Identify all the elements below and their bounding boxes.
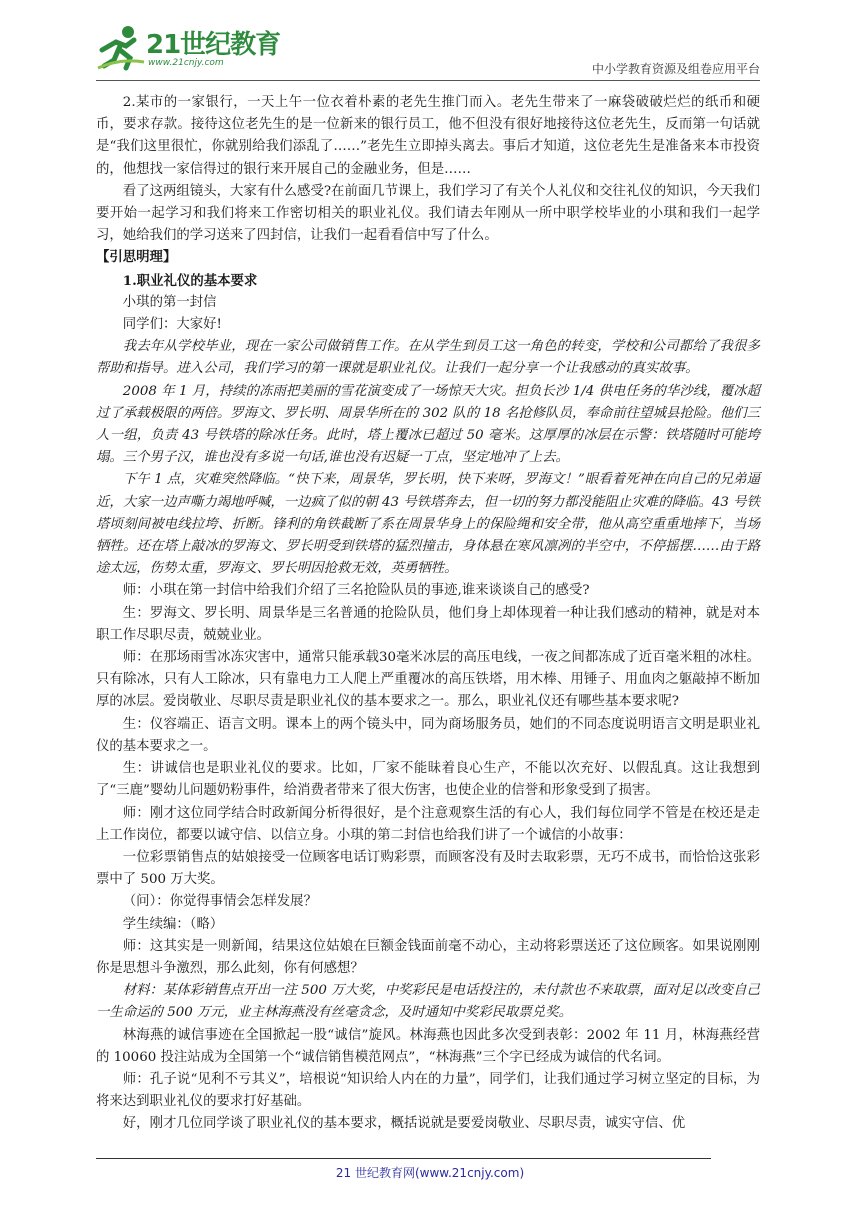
paragraph: 师：这其实是一则新闻，结果这位姑娘在巨额金钱面前毫不动心，主动将彩票送还了这位顾客。如果说刚刚你是思想斗争激烈，那么此刻，你有何感想？ (96, 938, 760, 976)
paragraph: 看了这两组镜头，大家有什么感受?在前面几节课上，我们学习了有关个人礼仪和交往礼仪的知识，今天我们要开始一起学习和我们将来工作密切相关的职业礼仪。我们请去年刚从一所中职学校毕业的小琪和我们一起学习，她给我们的学习送来了四封信，让我们一起看看信中写了什么。 (96, 183, 760, 244)
page-header (96, 22, 760, 82)
paragraph: 2008 年 1 月，持续的冻雨把美丽的雪花演变成了一场惊天大灾。担负长沙 1/4 供电任务的华沙线，覆冰超过了承载极限的两倍。罗海文、罗长明、周景华所在的 302 队的 18 名抢修队员，奉命前往望城县抢险。他们三人一组，负责 43 号铁塔的除冰任务。此时，塔上覆冰已超过 50 毫米。这厚厚的冰层在示警：铁塔随时可能垮塌。三个男子汉，谁也没有多说一句话,谁也没有迟疑一丁点，坚定地冲了上去。 (96, 383, 760, 466)
paragraph: 小琪的第一封信 (122, 294, 217, 310)
site-logo[interactable] (96, 22, 306, 78)
header-divider (96, 80, 760, 81)
paragraph: 好，刚才几位同学谈了职业礼仪的基本要求，概括说就是要爱岗敬业、尽职尽责，诚实守信、优 (122, 1116, 686, 1132)
paragraph: 师：小琪在第一封信中给我们介绍了三名抢险队员的事迹,谁来谈谈自己的感受? (122, 583, 590, 599)
runner-logo-icon (96, 22, 146, 72)
logo-text: 21世纪教育 (146, 30, 281, 60)
paragraph: 学生续编：（略） (122, 916, 224, 932)
subsection-heading: 1.职业礼仪的基本要求 (122, 272, 258, 289)
logo-url: www.21cnjy.com (148, 58, 224, 68)
paragraph: 师：在那场雨雪冰冻灾害中，通常只能承载30毫米冰层的高压电线，一夜之间都冻成了近百毫米粗的冰柱。只有除冰，只有人工除冰，只有靠电力工人爬上严重覆冰的高压铁塔，用木棒、用锤子、用血肉之躯敲掉不断加厚的冰层。爱岗敬业、尽职尽责是职业礼仪的基本要求之一。那么，职业礼仪还有哪些基本要求呢? (96, 650, 760, 710)
paragraph: 林海燕的诚信事迹在全国掀起一股“诚信”旋风。林海燕也因此多次受到表彰：2002 年 11 月，林海燕经营的 10060 投注站成为全国第一个“诚信销售模范网点”，“林海燕”三个字已经成为诚信的代名词。 (96, 1027, 760, 1065)
paragraph: 生：讲诚信也是职业礼仪的要求。比如，厂家不能昧着良心生产，不能以次充好、以假乱真。这让我想到了“三鹿”婴幼儿问题奶粉事件，给消费者带来了很大伤害，也使企业的信誉和形象受到了损害。 (96, 761, 760, 799)
footer-divider (96, 1158, 711, 1159)
document-body (96, 92, 760, 1136)
paragraph: 师：孔子说“见利不亏其义”，培根说“知识给人内在的力量”，同学们，让我们通过学习树立坚定的目标，为将来达到职业礼仪的要求打好基础。 (96, 1071, 760, 1110)
footer-link[interactable]: 21 世纪教育网(www.21cnjy.com) (335, 1166, 525, 1180)
paragraph: 同学们：大家好! (122, 317, 222, 333)
paragraph: （问）：你觉得事情会怎样发展？ (122, 894, 317, 910)
paragraph: 2.某市的一家银行，一天上午一位衣着朴素的老先生推门而入。老先生带来了一麻袋破破烂烂的纸币和硬币，要求存款。接待这位老先生的是一位新来的银行员工，他不但没有很好地接待这位老先生，反而第一句话就是“我们这里很忙，你就别给我们添乱了……”老先生立即掉头离去。事后才知道，这位老先生是准备来本市投资的，他想找一家信得过的银行来开展自己的金融业务，但是…… (96, 95, 760, 177)
paragraph: 生：仪容端正、语言文明。课本上的两个镜头中，同为商场服务员，她们的不同态度说明语言文明是职业礼仪的基本要求之一。 (96, 716, 760, 754)
paragraph: 下午 1 点，灾难突然降临。“快下来，周景华，罗长明，快下来呀，罗海文！”眼看着死神在向自己的兄弟逼近，大家一边声嘶力竭地呼喊，一边疯了似的朝 43 号铁塔奔去，但一切的努力都没能阻止灾难的降临。43 号铁塔顷刻间被电线拉垮、折断。锋利的角铁截断了系在周景华身上的保险绳和安全带，他从高空重重地摔下，当场牺牲。还在塔上敲冰的罗海文、罗长明受到铁塔的猛烈撞击，身体悬在寒风凛冽的半空中，不停摇摆……由于路途太远，伤势太重，罗海文、罗长明因抢救无效，英勇牺牲。 (96, 472, 760, 577)
paragraph: 生：罗海文、罗长明、周景华是三名普通的抢险队员，他们身上却体现着一种让我们感动的精神，就是对本职工作尽职尽责，兢兢业业。 (96, 605, 760, 643)
paragraph: 一位彩票销售点的姑娘接受一位顾客电话订购彩票，而顾客没有及时去取彩票，无巧不成书，而恰恰这张彩票中了 500 万大奖。 (96, 849, 760, 888)
platform-name: 中小学教育资源及组卷应用平台 (591, 62, 760, 76)
paragraph: 师：刚才这位同学结合时政新闻分析得很好，是个注意观察生活的有心人，我们每位同学不管是在校还是走上工作岗位，都要以诚守信、以信立身。小琪的第二封信也给我们讲了一个诚信的小故事： (96, 805, 760, 843)
paragraph: 材料：某体彩销售点开出一注 500 万大奖，中奖彩民是电话投注的，未付款也不来取票，面对足以改变自己一生命运的 500 万元，业主林海燕没有丝毫贪念，及时通知中奖彩民取票兑奖。 (96, 983, 760, 1021)
paragraph: 我去年从学校毕业，现在一家公司做销售工作。在从学生到员工这一角色的转变，学校和公司都给了我很多帮助和指导。进入公司，我们学习的第一课就是职业礼仪。让我们一起分享一个让我感动的真实故事。 (96, 339, 760, 377)
section-heading: 【引思明理】 (96, 250, 177, 266)
